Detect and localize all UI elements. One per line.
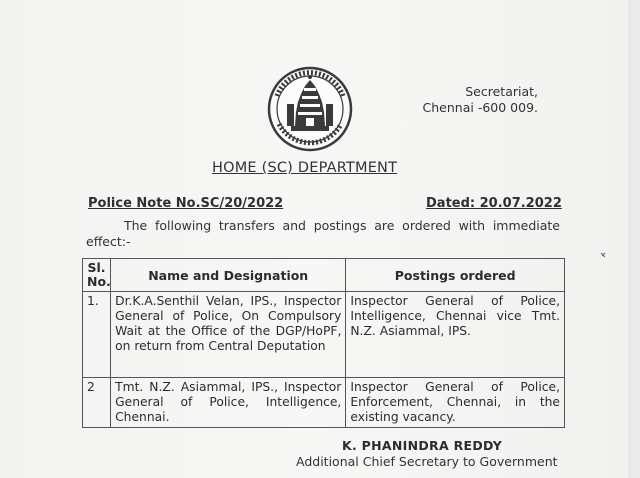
row-2-sl: 2 bbox=[83, 378, 111, 428]
row-1-posting: Inspector General of Police, Intelligence, Chennai vice Tmt. N.Z. Asiammal, IPS. bbox=[346, 292, 565, 378]
table-header-row bbox=[83, 259, 565, 292]
stray-mark-icon bbox=[600, 252, 606, 258]
table-row bbox=[83, 292, 565, 378]
note-date: Dated: 20.07.2022 bbox=[426, 196, 562, 211]
header-postings-ordered: Postings ordered bbox=[346, 259, 565, 292]
table-row bbox=[83, 378, 565, 428]
header-name-designation: Name and Designation bbox=[111, 259, 346, 292]
police-note-number: Police Note No.SC/20/2022 bbox=[88, 196, 284, 211]
address-line-1: Secretariat, bbox=[465, 84, 538, 99]
transfers-table bbox=[82, 258, 565, 428]
row-1-name: Dr.K.A.Senthil Velan, IPS., Inspector General of Police, On Compulsory Wait at the Office of the DGP/HoPF, on return from Central Deputation bbox=[111, 292, 346, 378]
signatory-title: Additional Chief Secretary to Government bbox=[296, 454, 558, 469]
row-2-posting: Inspector General of Police, Enforcement, Chennai, in the existing vacancy. bbox=[346, 378, 565, 428]
signatory-name: K. PHANINDRA REDDY bbox=[342, 438, 503, 453]
row-1-sl: 1. bbox=[83, 292, 111, 378]
intro-text: The following transfers and postings are ordered with immediate effect:- bbox=[86, 218, 560, 249]
row-2-name: Tmt. N.Z. Asiammal, IPS., Inspector General of Police, Intelligence, Chennai. bbox=[111, 378, 346, 428]
header-sl-no: Sl. No. bbox=[83, 259, 111, 292]
office-address bbox=[388, 84, 538, 116]
department-title: HOME (SC) DEPARTMENT bbox=[212, 160, 398, 176]
tamil-nadu-emblem-icon bbox=[267, 66, 353, 152]
address-line-2: Chennai -600 009. bbox=[422, 100, 538, 115]
intro-paragraph bbox=[86, 218, 560, 250]
